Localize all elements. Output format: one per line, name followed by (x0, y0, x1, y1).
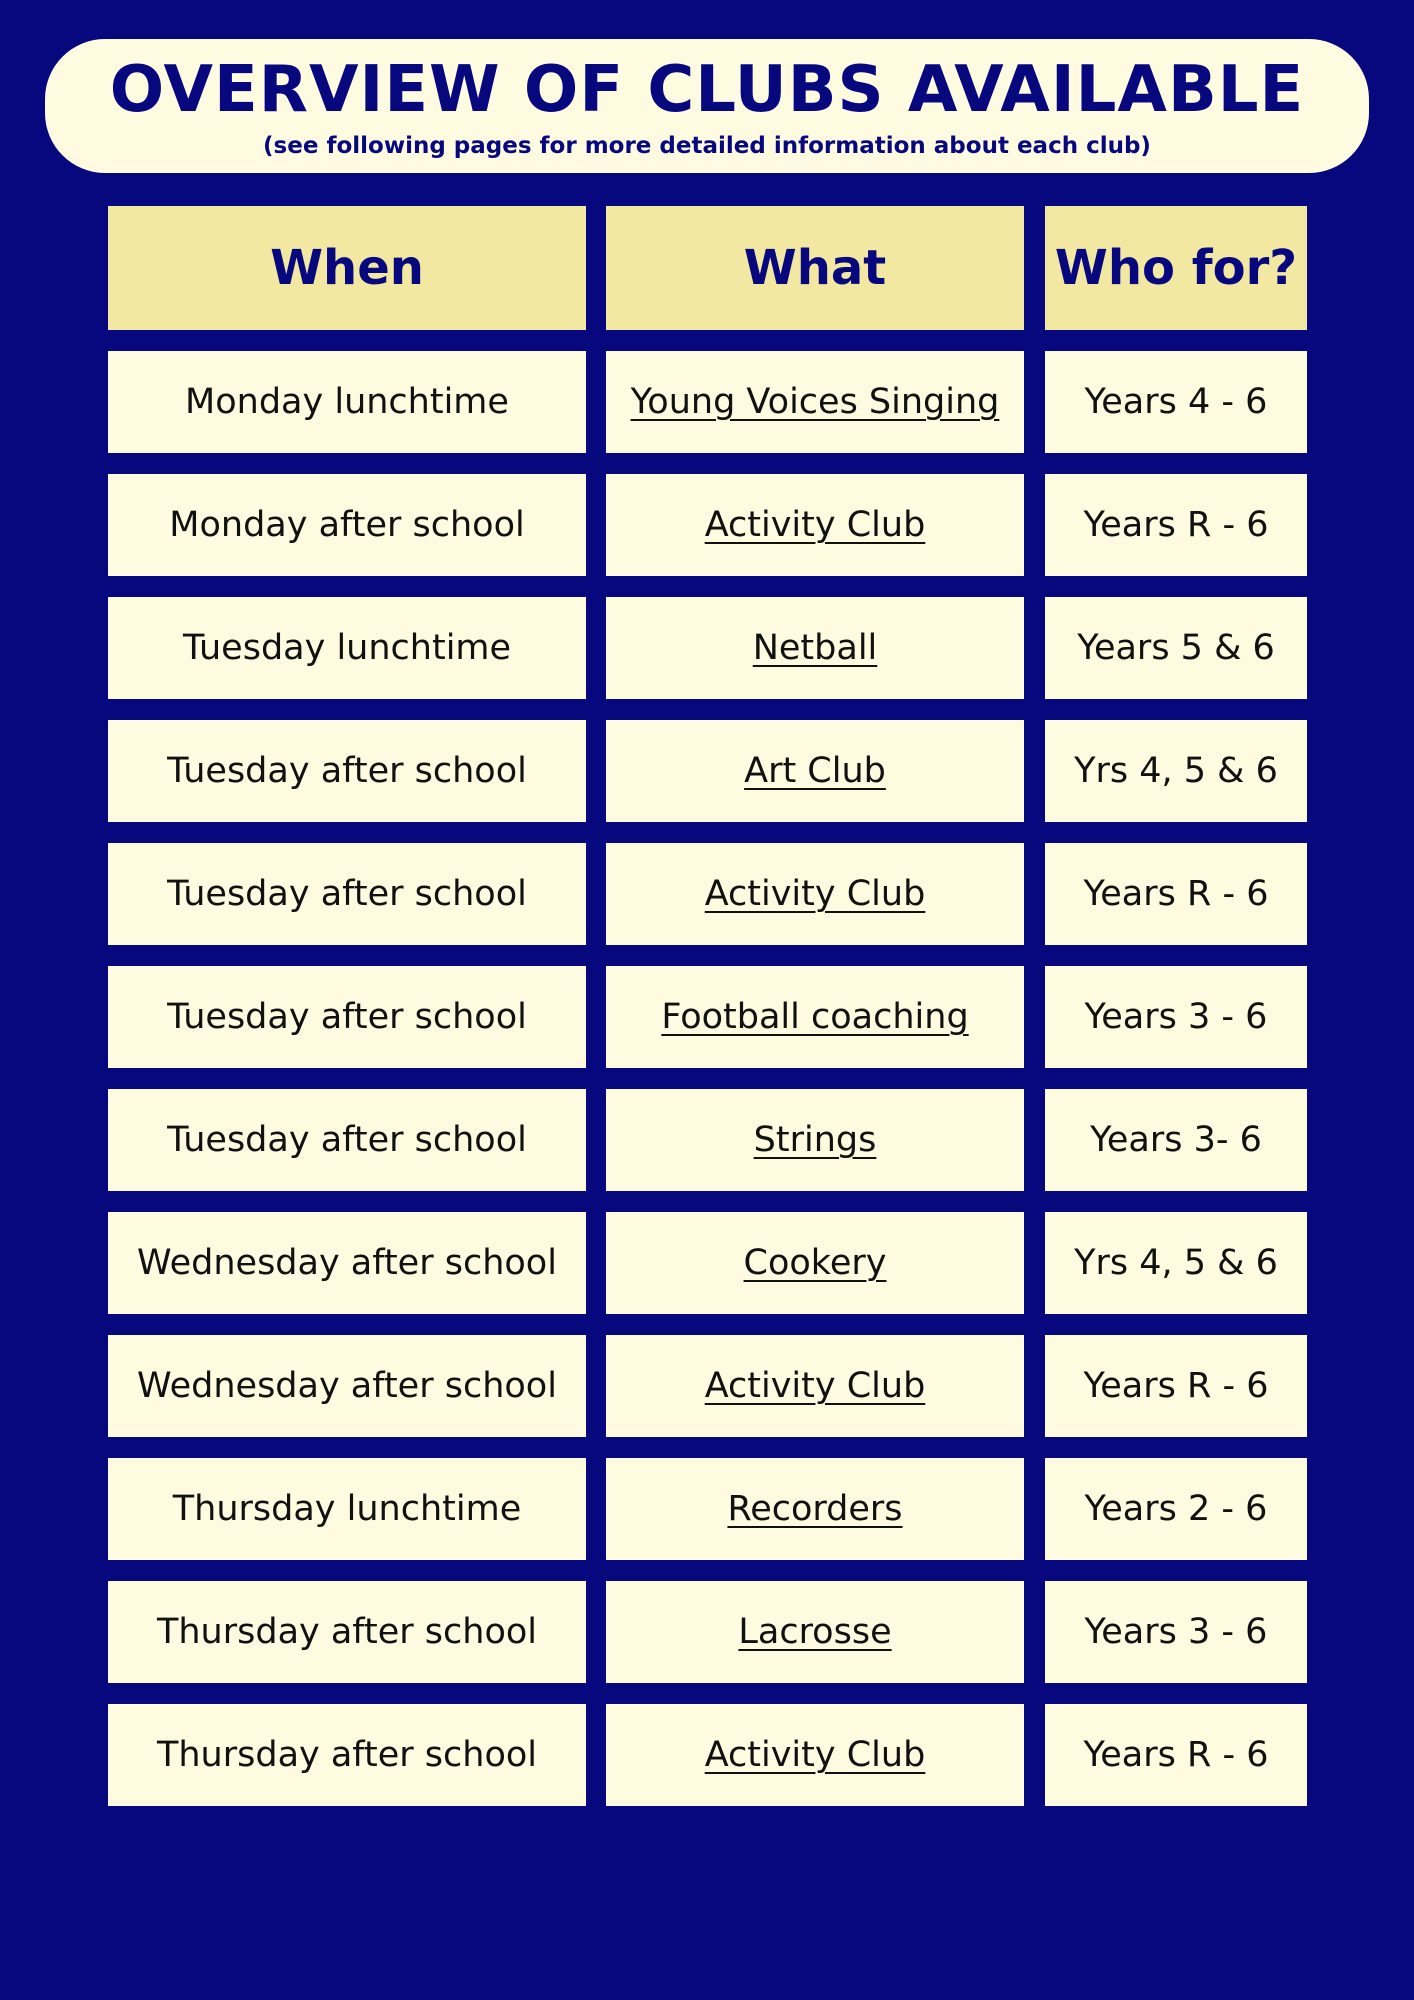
club-link[interactable]: Netball (752, 628, 878, 668)
cell-who-for: Years R - 6 (1045, 1704, 1307, 1806)
cell-what (606, 474, 1024, 576)
cell-what (606, 597, 1024, 699)
cell-when: Thursday after school (108, 1581, 586, 1683)
cell-who-for: Years 3 - 6 (1045, 966, 1307, 1068)
cell-who-for: Yrs 4, 5 & 6 (1045, 720, 1307, 822)
cell-when: Monday after school (108, 474, 586, 576)
cell-when: Wednesday after school (108, 1335, 586, 1437)
cell-when: Wednesday after school (108, 1212, 586, 1314)
cell-what (606, 351, 1024, 453)
page-subtitle: (see following pages for more detailed information about each club) (263, 133, 1151, 159)
club-link[interactable]: Young Voices Singing (630, 382, 1000, 422)
cell-who-for: Years 3- 6 (1045, 1089, 1307, 1191)
cell-what (606, 1212, 1024, 1314)
club-link[interactable]: Strings (753, 1120, 877, 1160)
cell-what (606, 1335, 1024, 1437)
club-link[interactable]: Recorders (727, 1489, 903, 1529)
cell-when: Thursday lunchtime (108, 1458, 586, 1560)
club-link[interactable]: Cookery (743, 1243, 887, 1283)
club-link[interactable]: Activity Club (704, 1366, 926, 1406)
cell-when: Monday lunchtime (108, 351, 586, 453)
column-header-what: What (606, 206, 1024, 330)
cell-what (606, 720, 1024, 822)
page-title: OVERVIEW OF CLUBS AVAILABLE (109, 53, 1305, 127)
cell-when: Thursday after school (108, 1704, 586, 1806)
cell-when: Tuesday after school (108, 966, 586, 1068)
column-header-who: Who for? (1045, 206, 1307, 330)
cell-who-for: Years 3 - 6 (1045, 1581, 1307, 1683)
cell-when: Tuesday lunchtime (108, 597, 586, 699)
cell-who-for: Years R - 6 (1045, 474, 1307, 576)
cell-who-for: Years R - 6 (1045, 1335, 1307, 1437)
club-link[interactable]: Football coaching (661, 997, 969, 1037)
cell-who-for: Years R - 6 (1045, 843, 1307, 945)
club-link[interactable]: Lacrosse (738, 1612, 892, 1652)
cell-what (606, 1458, 1024, 1560)
cell-who-for: Yrs 4, 5 & 6 (1045, 1212, 1307, 1314)
cell-what (606, 1089, 1024, 1191)
cell-when: Tuesday after school (108, 843, 586, 945)
cell-when: Tuesday after school (108, 720, 586, 822)
cell-who-for: Years 4 - 6 (1045, 351, 1307, 453)
cell-what (606, 1581, 1024, 1683)
club-link[interactable]: Activity Club (704, 1735, 926, 1775)
club-link[interactable]: Activity Club (704, 874, 926, 914)
club-link[interactable]: Activity Club (704, 505, 926, 545)
cell-what (606, 1704, 1024, 1806)
cell-what (606, 843, 1024, 945)
column-header-when: When (108, 206, 586, 330)
club-link[interactable]: Art Club (744, 751, 886, 791)
cell-who-for: Years 2 - 6 (1045, 1458, 1307, 1560)
cell-when: Tuesday after school (108, 1089, 586, 1191)
cell-what (606, 966, 1024, 1068)
cell-who-for: Years 5 & 6 (1045, 597, 1307, 699)
